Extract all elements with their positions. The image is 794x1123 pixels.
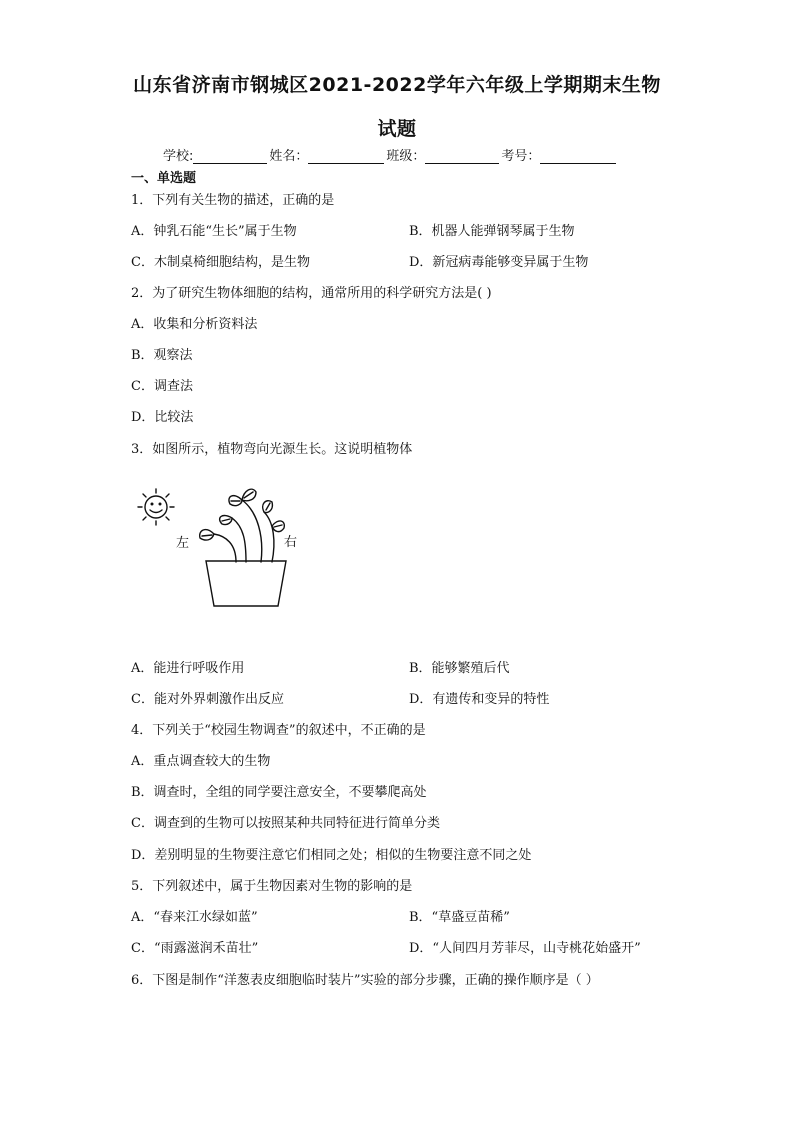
leaf-icon — [242, 489, 256, 501]
question-4-option-a: A．重点调查较大的生物 — [131, 754, 271, 769]
question-2-option-c: C．调查法 — [131, 379, 193, 394]
question-1-option-c: C．木制桌椅细胞结构，是生物 — [131, 255, 310, 270]
plant-phototropism-figure — [136, 482, 306, 618]
question-1-stem: 1．下列有关生物的描述，正确的是 — [131, 193, 335, 208]
school-blank[interactable] — [193, 149, 267, 164]
class-blank[interactable] — [425, 149, 499, 164]
page-title: 山东省济南市钢城区2021-2022学年六年级上学期期末生物 — [133, 74, 661, 96]
question-3-option-a: A．能进行呼吸作用 — [131, 661, 245, 676]
leaf-icon — [220, 516, 232, 525]
plant-pot-illustration — [136, 482, 306, 614]
question-3-option-d: D．有遗传和变异的特性 — [409, 692, 550, 707]
question-6-stem: 6．下图是制作“洋葱表皮细胞临时装片”实验的部分步骤，正确的操作顺序是（ ） — [131, 973, 599, 988]
name-label: 姓名： — [269, 149, 309, 164]
question-3-option-c: C．能对外界刺激作出反应 — [131, 692, 284, 707]
leaf-icon — [200, 530, 214, 540]
question-2-option-a: A．收集和分析资料法 — [131, 317, 258, 332]
question-4-option-c: C．调查到的生物可以按照某种共同特征进行简单分类 — [131, 816, 440, 831]
question-2-option-b: B．观察法 — [131, 348, 193, 363]
exam-number-blank[interactable] — [540, 149, 616, 164]
question-1-option-a: A．钟乳石能“生长”属于生物 — [131, 224, 297, 239]
page-title-continued: 试题 — [377, 118, 417, 140]
question-1-option-d: D．新冠病毒能够变异属于生物 — [409, 255, 589, 270]
figure-label-left: 左 — [176, 536, 190, 551]
school-label: 学校: — [163, 149, 194, 164]
figure-label-right: 右 — [284, 535, 298, 550]
question-4-option-b: B．调查时，全组的同学要注意安全，不要攀爬高处 — [131, 785, 427, 800]
leaf-icon — [263, 501, 273, 513]
question-5-option-d: D．“人间四月芳菲尽，山寺桃花始盛开” — [409, 941, 641, 956]
student-info-row — [163, 145, 618, 164]
question-5-stem: 5．下列叙述中，属于生物因素对生物的影响的是 — [131, 879, 413, 894]
sun-icon — [138, 489, 174, 525]
question-4-option-d: D．差别明显的生物要注意它们相同之处；相似的生物要注意不同之处 — [131, 848, 532, 863]
question-2-option-d: D．比较法 — [131, 410, 194, 425]
section-heading: 一、单选题 — [131, 171, 197, 186]
question-3-stem: 3．如图所示，植物弯向光源生长。这说明植物体 — [131, 442, 413, 457]
question-3-option-b: B．能够繁殖后代 — [409, 661, 510, 676]
question-4-stem: 4．下列关于“校园生物调查”的叙述中，不正确的是 — [131, 723, 426, 738]
question-5-option-b: B．“草盛豆苗稀” — [409, 910, 510, 925]
leaf-icon — [229, 496, 242, 506]
question-5-option-a: A．“春来江水绿如蓝” — [131, 910, 258, 925]
name-blank[interactable] — [308, 149, 384, 164]
question-2-stem: 2．为了研究生物体细胞的结构，通常所用的科学研究方法是( ) — [131, 286, 492, 301]
question-5-option-c: C．“雨露滋润禾苗壮” — [131, 941, 259, 956]
leaf-icon — [272, 521, 284, 532]
question-1-option-b: B．机器人能弹钢琴属于生物 — [409, 224, 575, 239]
exam-number-label: 考号： — [501, 149, 541, 164]
class-label: 班级： — [386, 149, 426, 164]
